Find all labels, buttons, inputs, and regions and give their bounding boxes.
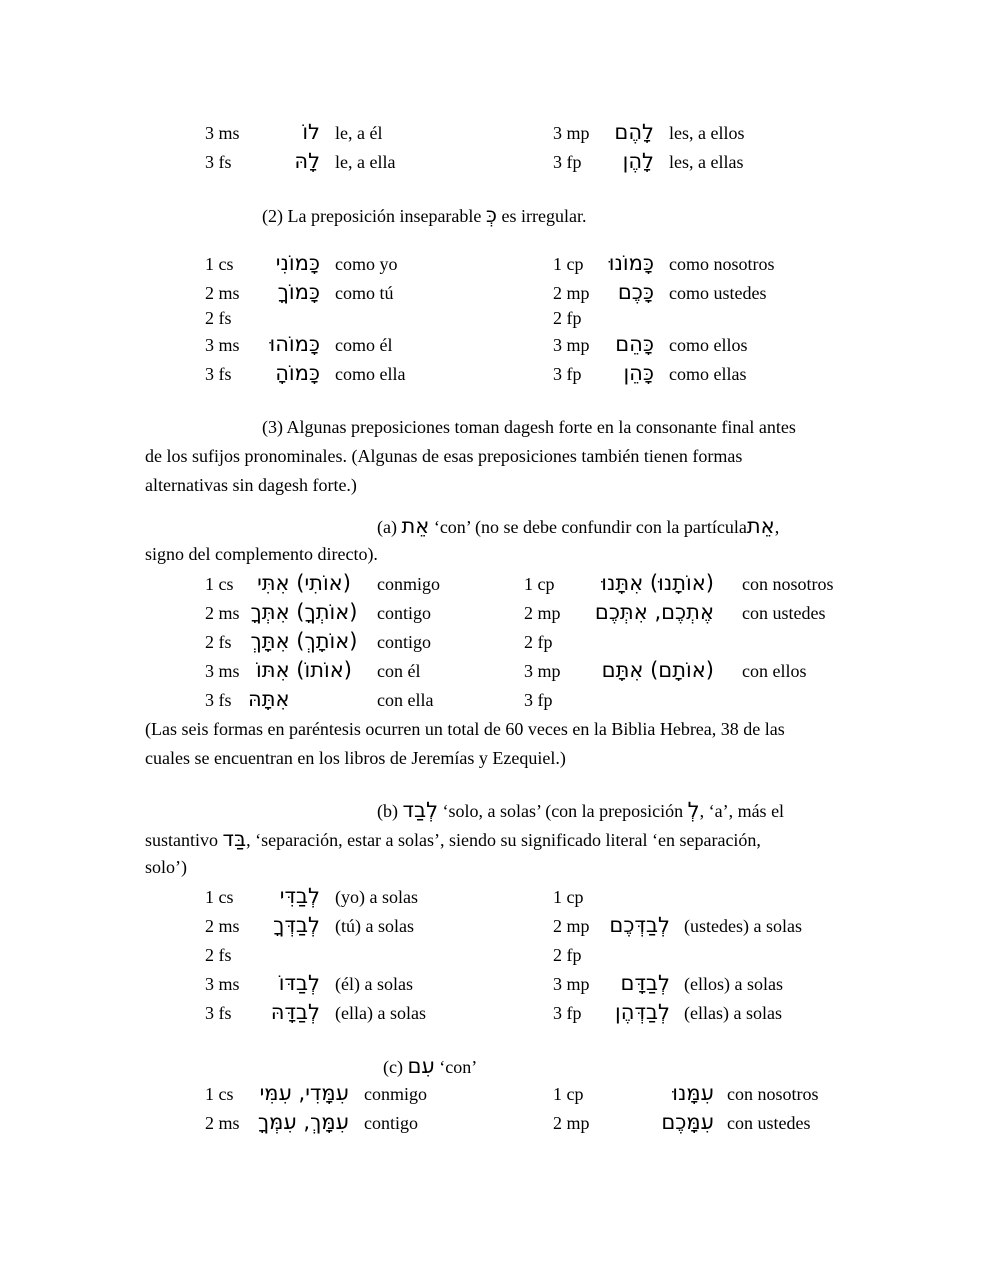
paragraph-line	[145, 827, 761, 851]
hebrew-form: לְבַדָּם	[620, 971, 670, 995]
gloss: (yo) a solas	[335, 887, 418, 907]
hebrew-form: (אוֹתוֹ) אִתּוֹ	[256, 658, 352, 682]
person-code: 2 mp	[553, 916, 590, 936]
person-code: 3 fp	[553, 364, 582, 384]
paragraph-line: de los sufijos pronominales. (Algunas de esas preposiciones también tienen formas	[145, 446, 743, 466]
gloss: conmigo	[364, 1084, 427, 1104]
person-code: 1 cp	[553, 254, 584, 274]
person-code: 2 ms	[205, 1113, 240, 1133]
gloss: les, a ellas	[669, 152, 744, 172]
person-code: 3 mp	[524, 661, 561, 681]
hebrew-form: לְבַדְּהֶן	[615, 1000, 670, 1024]
person-code: 3 ms	[205, 974, 240, 994]
hebrew-form: כָּמוֹהָ	[275, 361, 320, 385]
person-code: 1 cs	[205, 574, 234, 594]
intro-text: (a)	[377, 517, 397, 537]
gloss: con él	[377, 661, 421, 681]
hebrew-form: עִמָּךְ, עִמְּךָ	[257, 1110, 349, 1134]
hebrew-preposition: עִם	[407, 1054, 435, 1078]
intro-text: ,	[774, 517, 780, 537]
person-code: 2 fp	[553, 308, 582, 328]
intro-text: es irregular.	[501, 206, 587, 226]
gloss: les, a ellos	[669, 123, 745, 143]
person-code: 3 mp	[553, 335, 590, 355]
gloss: como yo	[335, 254, 398, 274]
hebrew-form: עִמָּנוּ	[672, 1081, 714, 1105]
hebrew-form: (אוֹתִי) אִתִּי	[257, 571, 351, 595]
gloss: como nosotros	[669, 254, 775, 274]
gloss: (ustedes) a solas	[684, 916, 802, 936]
hebrew-form: כָּמוֹנִי	[275, 251, 320, 275]
gloss: (tú) a solas	[335, 916, 414, 936]
intro-text: sustantivo	[145, 830, 219, 850]
gloss: con ustedes	[742, 603, 826, 623]
hebrew-form: עִמָּדִי, עִמִּי	[259, 1081, 349, 1105]
person-code: 2 fs	[205, 308, 232, 328]
person-code: 1 cs	[205, 887, 234, 907]
person-code: 3 fp	[524, 690, 553, 710]
hebrew-form: כָּמוֹהוּ	[269, 332, 320, 356]
paragraph-line: (3) Algunas preposiciones toman dagesh forte en la consonante final antes	[262, 417, 796, 437]
gloss: contigo	[377, 603, 431, 623]
gloss: le, a él	[335, 123, 383, 143]
hebrew-preposition: כְּ	[485, 203, 498, 227]
gloss: como él	[335, 335, 393, 355]
hebrew-form: (אוֹתָךְ) אִתָּךְ	[250, 629, 358, 653]
gloss: con ustedes	[727, 1113, 811, 1133]
person-code: 3 fp	[553, 152, 582, 172]
gloss: (ellas) a solas	[684, 1003, 782, 1023]
gloss: como ellas	[669, 364, 747, 384]
intro-text: , ‘a’, más el	[699, 801, 785, 821]
subsection-a-intro	[377, 514, 779, 538]
person-code: 3 fs	[205, 364, 232, 384]
person-code: 2 fs	[205, 632, 232, 652]
hebrew-form: לְבַדִּי	[279, 884, 320, 908]
intro-text: ‘con’ (no se debe confundir con la partícula	[433, 517, 747, 537]
hebrew-form: עִמָּכֶם	[661, 1110, 714, 1134]
person-code: 3 fp	[553, 1003, 582, 1023]
person-code: 3 mp	[553, 974, 590, 994]
hebrew-preposition: לְ	[687, 798, 700, 822]
paragraph-line: signo del complemento directo).	[145, 544, 378, 564]
hebrew-form: לְבַדְּךָ	[273, 913, 320, 937]
hebrew-form: (אוֹתָם) אִתָּם	[601, 658, 714, 682]
gloss: como ustedes	[669, 283, 767, 303]
paragraph-line: alternativas sin dagesh forte.)	[145, 475, 357, 495]
gloss: (ellos) a solas	[684, 974, 783, 994]
person-code: 2 mp	[524, 603, 561, 623]
person-code: 3 mp	[553, 123, 590, 143]
hebrew-form: אֶתְכֶם, אִתְּכֶם	[594, 600, 714, 624]
person-code: 3 fs	[205, 152, 232, 172]
person-code: 1 cs	[205, 254, 234, 274]
intro-text: (c)	[383, 1057, 403, 1077]
person-code: 2 mp	[553, 283, 590, 303]
person-code: 3 ms	[205, 335, 240, 355]
hebrew-form: כָּמוֹנוּ	[608, 251, 654, 275]
person-code: 1 cs	[205, 1084, 234, 1104]
gloss: con ellos	[742, 661, 807, 681]
person-code: 2 fp	[553, 945, 582, 965]
hebrew-form: כָּכֶם	[617, 280, 654, 304]
hebrew-form: כָּהֵן	[623, 361, 654, 385]
intro-text: ‘solo, a solas’ (con la preposición	[442, 801, 684, 821]
hebrew-form: אִתָּהּ	[248, 687, 290, 711]
person-code: 3 fs	[205, 690, 232, 710]
note-line: cuales se encuentran en los libros de Jeremías y Ezequiel.)	[145, 748, 566, 768]
gloss: con ella	[377, 690, 434, 710]
hebrew-form: לוֹ	[302, 120, 320, 144]
person-code: 1 cp	[524, 574, 555, 594]
person-code: 3 fs	[205, 1003, 232, 1023]
gloss: como tú	[335, 283, 394, 303]
note-line: (Las seis formas en paréntesis ocurren un total de 60 veces en la Biblia Hebrea, 38 de las	[145, 719, 785, 739]
subsection-b-intro	[377, 798, 784, 822]
gloss: con nosotros	[742, 574, 834, 594]
gloss: como ellos	[669, 335, 748, 355]
section-2-intro	[262, 203, 587, 227]
person-code: 2 ms	[205, 283, 240, 303]
hebrew-word: לְבַד	[402, 798, 439, 822]
hebrew-form: לָהֶן	[622, 149, 654, 173]
intro-text: ‘con’	[439, 1057, 478, 1077]
subsection-c-intro	[383, 1054, 477, 1078]
hebrew-form: לָהּ	[294, 149, 320, 173]
person-code: 1 cp	[553, 1084, 584, 1104]
hebrew-form: (אוֹתָנוּ) אִתָּנוּ	[601, 571, 714, 595]
person-code: 2 mp	[553, 1113, 590, 1133]
person-code: 2 fp	[524, 632, 553, 652]
gloss: conmigo	[377, 574, 440, 594]
paragraph-line: solo’)	[145, 857, 187, 877]
gloss: contigo	[364, 1113, 418, 1133]
person-code: 3 ms	[205, 123, 240, 143]
intro-text: (b)	[377, 801, 398, 821]
hebrew-form: כָּהֵם	[615, 332, 654, 356]
intro-text: (2) La preposición inseparable	[262, 206, 482, 226]
gloss: contigo	[377, 632, 431, 652]
hebrew-particle: אֵת	[746, 514, 775, 538]
gloss: le, a ella	[335, 152, 396, 172]
hebrew-form: כָּמוֹךָ	[277, 280, 320, 304]
hebrew-form: (אוֹתְךָ) אִתְּךָ	[250, 600, 358, 624]
hebrew-form: לָהֶם	[614, 120, 654, 144]
hebrew-form: לְבַדְּכֶם	[609, 913, 670, 937]
person-code: 2 fs	[205, 945, 232, 965]
gloss: con nosotros	[727, 1084, 819, 1104]
person-code: 3 ms	[205, 661, 240, 681]
gloss: (él) a solas	[335, 974, 413, 994]
person-code: 2 ms	[205, 603, 240, 623]
hebrew-preposition: אֵת	[401, 514, 430, 538]
hebrew-form: לְבַדָּהּ	[270, 1000, 320, 1024]
person-code: 2 ms	[205, 916, 240, 936]
intro-text: , ‘separación, estar a solas’, siendo su significado literal ‘en separación,	[246, 830, 761, 850]
hebrew-form: לְבַדּוֹ	[278, 971, 320, 995]
gloss: como ella	[335, 364, 406, 384]
person-code: 1 cp	[553, 887, 584, 907]
gloss: (ella) a solas	[335, 1003, 426, 1023]
hebrew-word: בַּד	[222, 827, 247, 851]
